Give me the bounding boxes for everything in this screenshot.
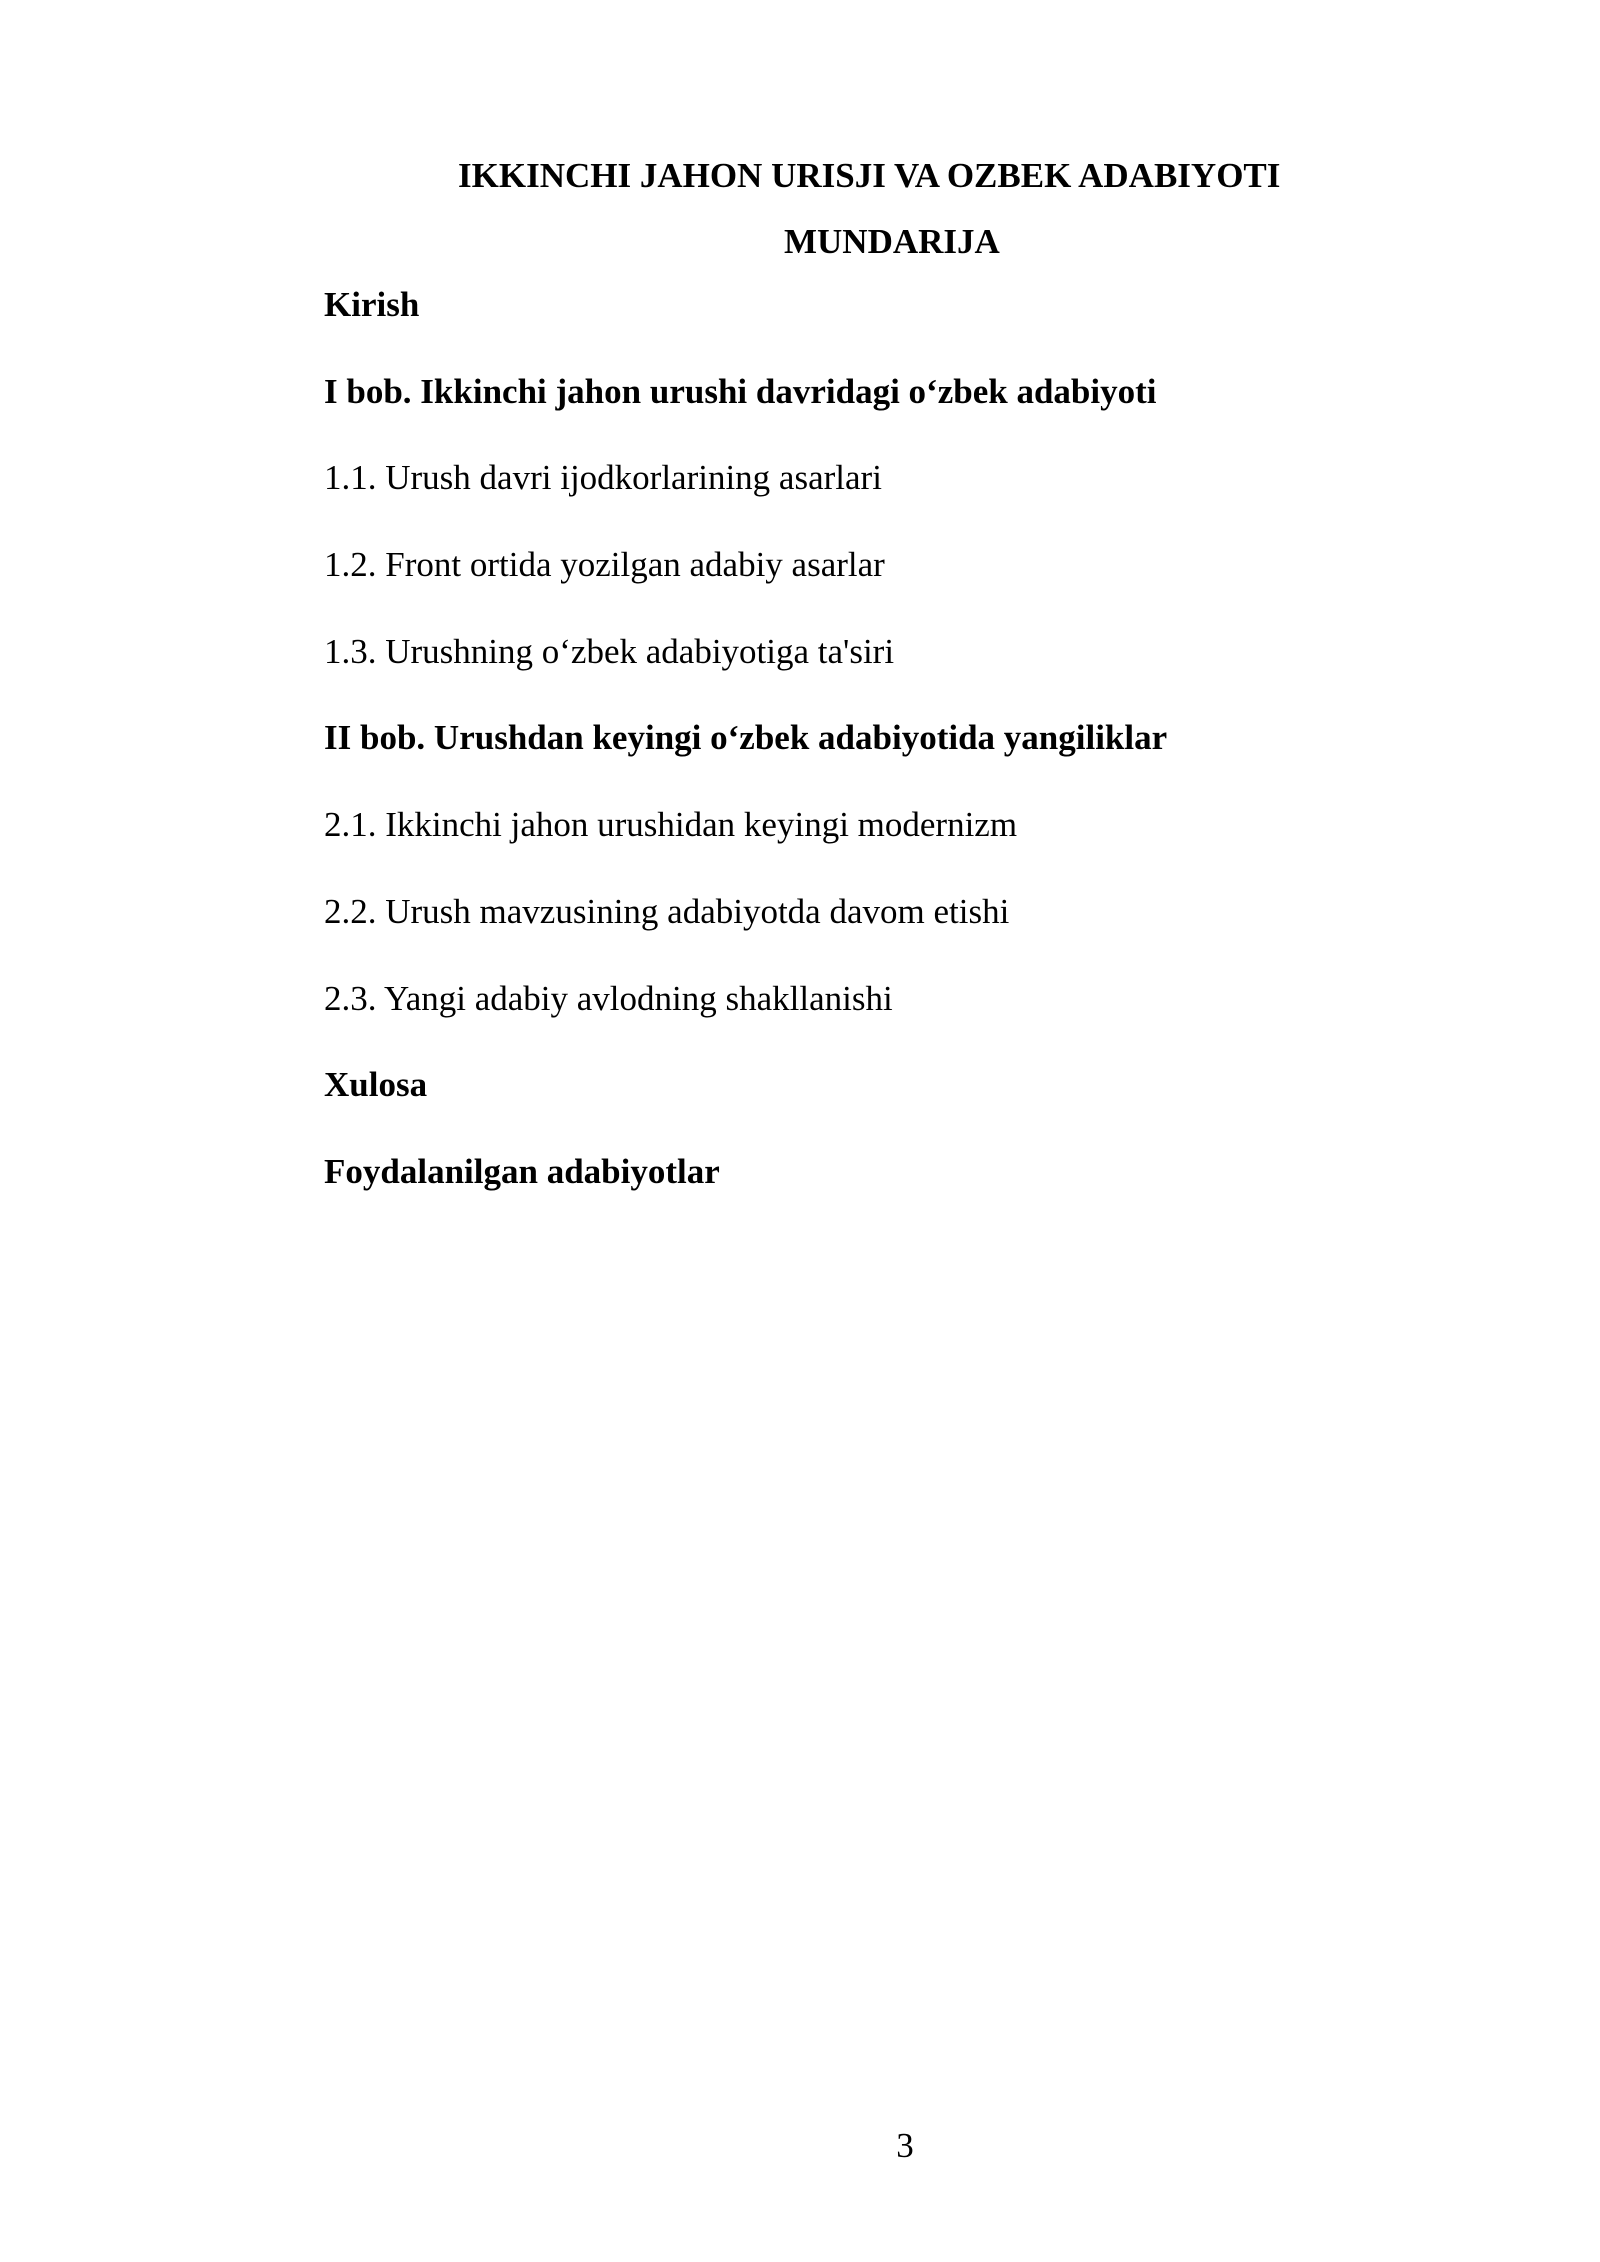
- document-title: IKKINCHI JAHON URISJI VA OZBEK ADABIYOTI: [458, 156, 1281, 195]
- table-of-contents: [324, 275, 1474, 1229]
- toc-item-section-2-3: 2.3. Yangi adabiy avlodning shakllanishi: [324, 978, 893, 1018]
- toc-item-section-1-1: 1.1. Urush davri ijodkorlarining asarlari: [324, 458, 882, 498]
- toc-item-section-2-1: 2.1. Ikkinchi jahon urushidan keyingi modernizm: [324, 805, 1018, 845]
- toc-item-section-1-3: 1.3. Urushning o‘zbek adabiyotiga ta'siri: [324, 631, 895, 671]
- toc-item-references: Foydalanilgan adabiyotlar: [324, 1151, 720, 1191]
- toc-item-chapter-2: II bob. Urushdan keyingi o‘zbek adabiyotida yangiliklar: [324, 718, 1168, 758]
- toc-item-kirish: Kirish: [324, 285, 420, 324]
- toc-item-xulosa: Xulosa: [324, 1065, 428, 1105]
- toc-heading: MUNDARIJA: [784, 222, 1000, 261]
- toc-item-chapter-1: I bob. Ikkinchi jahon urushi davridagi o‘zbek adabiyoti: [324, 371, 1157, 411]
- toc-item-section-1-2: 1.2. Front ortida yozilgan adabiy asarlar: [324, 545, 885, 585]
- page-number: 3: [896, 2126, 914, 2165]
- toc-item-section-2-2: 2.2. Urush mavzusining adabiyotda davom etishi: [324, 891, 1010, 931]
